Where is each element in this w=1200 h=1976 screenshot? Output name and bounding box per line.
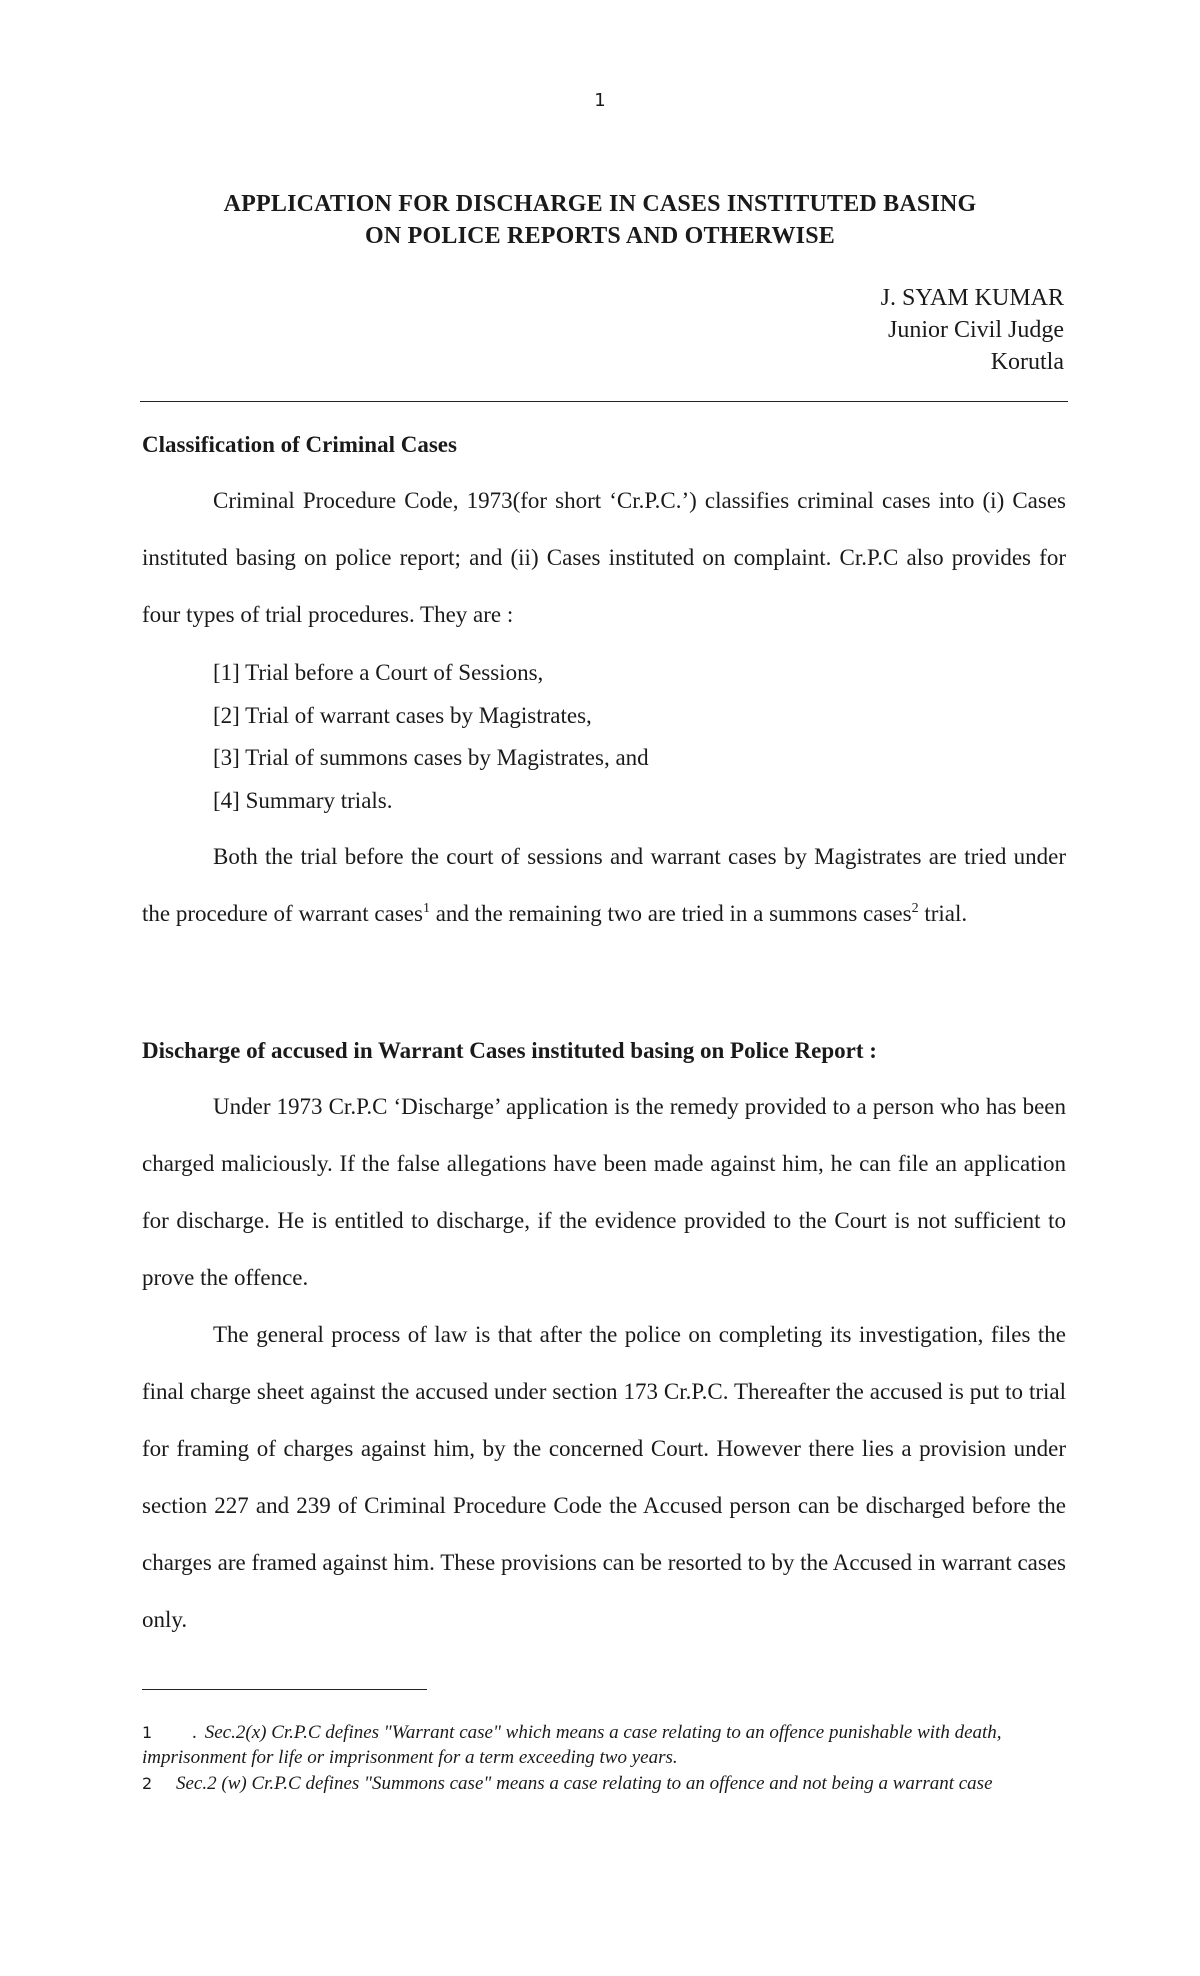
footnote-text: Sec.2(x) Cr.P.C defines "Warrant case" which means a case relating to an offence punishable with death, imprisonment for life or imprisonment for a term exceeding two years. xyxy=(142,1722,1002,1768)
footnote-1 xyxy=(142,1720,1068,1770)
paragraph-classification: Criminal Procedure Code, 1973(for short ‘Cr.P.C.’) classifies criminal cases into (i) Cases instituted basing on police report; and (ii) Cases instituted on complaint. Cr.P.C also provides for four types of trial procedures. They are : xyxy=(142,488,1066,627)
author-designation: Junior Civil Judge xyxy=(887,317,1064,343)
footnote-2 xyxy=(142,1771,1068,1796)
paragraph-text: and the remaining two are tried in a summons cases xyxy=(429,901,912,926)
author-place: Korutla xyxy=(990,349,1064,375)
footnote-ref-2: 2 xyxy=(911,901,919,916)
paragraph-trial-procedure xyxy=(142,828,1066,942)
footnote-number: 1 xyxy=(142,1723,153,1742)
paragraph-discharge-remedy: Under 1973 Cr.P.C ‘Discharge’ application is the remedy provided to a person who has been charged maliciously. If the false allegations have been made against him, he can file an application for discharge. He is entitled to discharge, if the evidence provided to the Court is not sufficient to prove the offence. xyxy=(142,1094,1066,1290)
list-item: [1] Trial before a Court of Sessions, xyxy=(213,660,544,685)
section-heading-discharge: Discharge of accused in Warrant Cases instituted basing on Police Report : xyxy=(142,1038,877,1063)
paragraph-text: trial. xyxy=(918,901,968,926)
list-item: [4] Summary trials. xyxy=(213,787,393,813)
footnotes xyxy=(142,1720,1068,1796)
author-name: J. SYAM KUMAR xyxy=(880,285,1064,311)
list-item: [2] Trial of warrant cases by Magistrates, xyxy=(213,702,592,728)
footnote-number: 2 xyxy=(142,1774,153,1793)
section-heading-classification: Classification of Criminal Cases xyxy=(142,432,457,457)
paragraph-general-process: The general process of law is that after the police on completing its investigation, files the final charge sheet against the accused under section 173 Cr.P.C. Thereafter the accused is put to trial for framing of charges against him, by the concerned Court. However there lies a provision under section 227 and 239 of Criminal Procedure Code the Accused person can be discharged before the charges are framed against him. These provisions can be resorted to by the Accused in warrant cases only. xyxy=(142,1322,1066,1632)
footnote-divider xyxy=(142,1689,427,1690)
header-divider xyxy=(140,401,1068,402)
footnote-prefix: . xyxy=(192,1722,197,1743)
paragraph-text: Both the trial before the court of sessions and warrant cases by Magistrates are tried under the procedure of warrant cases xyxy=(142,844,1066,926)
page-number: 1 xyxy=(594,90,606,111)
trial-procedures-list xyxy=(213,652,649,822)
title-line-2: ON POLICE REPORTS AND OTHERWISE xyxy=(365,223,835,249)
footnote-ref-1: 1 xyxy=(422,901,430,916)
footnote-text: Sec.2 (w) Cr.P.C defines "Summons case" means a case relating to an offence and not being a warrant case xyxy=(176,1773,993,1794)
list-item: [3] Trial of summons cases by Magistrates, and xyxy=(213,745,649,770)
title-line-1: APPLICATION FOR DISCHARGE IN CASES INSTITUTED BASING xyxy=(223,191,977,217)
document-title xyxy=(140,188,1060,252)
author-block xyxy=(881,282,1064,378)
